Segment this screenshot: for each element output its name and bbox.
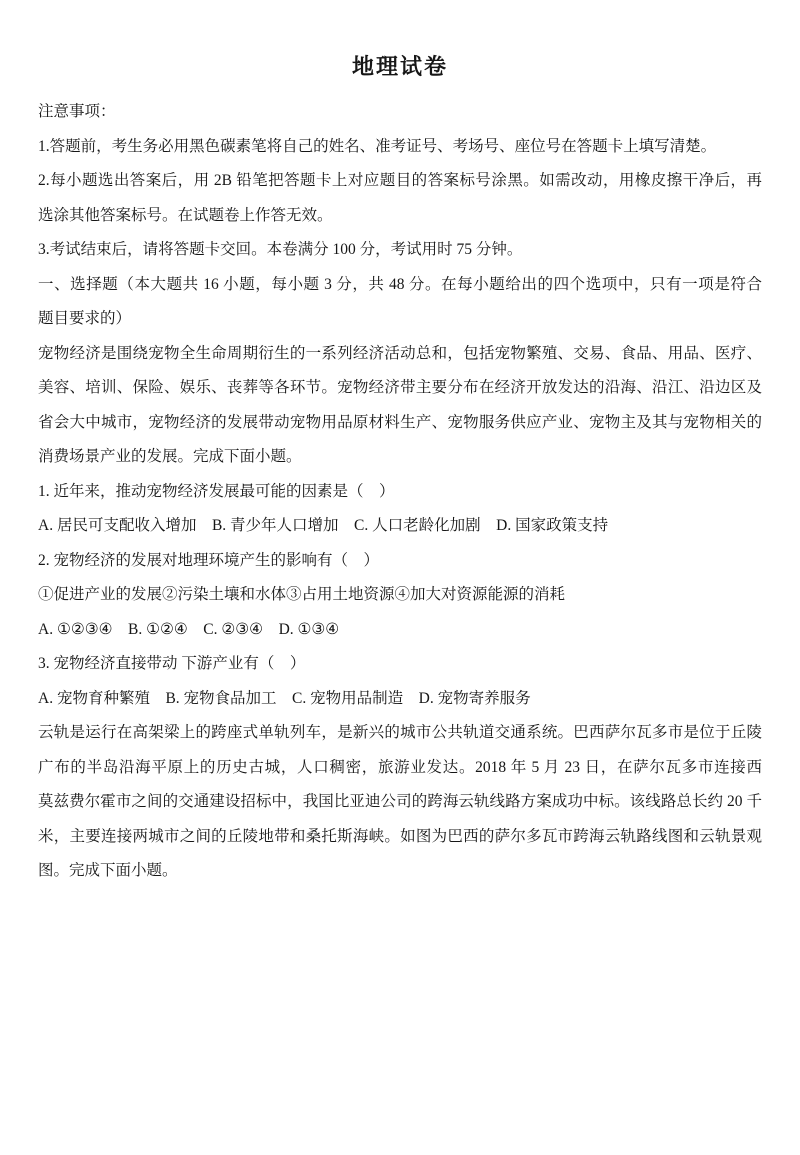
text-line: 图。完成下面小题。 bbox=[38, 862, 178, 879]
text-line: 美容、培训、保险、娱乐、丧葬等各环节。宠物经济带主要分布在经济开放发达的沿海、沿江、沿边区及 bbox=[38, 379, 762, 396]
text-line: 云轨是运行在高架梁上的跨座式单轨列车，是新兴的城市公共轨道交通系统。巴西萨尔瓦多市是位于丘陵 bbox=[38, 724, 762, 741]
text-line: 1. 近年来，推动宠物经济发展最可能的因素是（ ） bbox=[38, 482, 395, 500]
text-line: 莫兹费尔霍市之间的交通建设招标中，我国比亚迪公司的跨海云轨线路方案成功中标。该线路总长约 20 千 bbox=[38, 793, 762, 810]
page-title: 地理试卷 bbox=[351, 54, 448, 79]
text-line: A. ①②③④ B. ①②④ C. ②③④ D. ①③④ bbox=[38, 620, 340, 638]
text-line: 宠物经济是围绕宠物全生命周期衍生的一系列经济活动总和，包括宠物繁殖、交易、食品、用品、医疗、 bbox=[38, 344, 762, 362]
text-line: 2. 宠物经济的发展对地理环境产生的影响有（ ） bbox=[38, 551, 380, 569]
text-line: 2.每小题选出答案后，用 2B 铅笔把答题卡上对应题目的答案标号涂黑。如需改动，用橡皮擦干净后，再 bbox=[38, 172, 762, 189]
text-line: 注意事项： bbox=[38, 103, 116, 120]
text-line: 广布的半岛沿海平原上的历史古城，人口稠密，旅游业发达。2018 年 5 月 23 日，在萨尔瓦多市连接西 bbox=[38, 758, 762, 776]
text-line: 消费场景产业的发展。完成下面小题。 bbox=[38, 448, 302, 465]
text-line: 3. 宠物经济直接带动 下游产业有（ ） bbox=[38, 655, 306, 672]
text-line: 省会大中城市，宠物经济的发展带动宠物用品原材料生产、宠物服务供应产业、宠物主及其与宠物相关的 bbox=[38, 413, 762, 431]
text-line: 题目要求的） bbox=[38, 310, 132, 327]
text-line: A. 居民可支配收入增加 B. 青少年人口增加 C. 人口老龄化加剧 D. 国家政策支持 bbox=[38, 517, 609, 534]
text-line: ①促进产业的发展②污染土壤和水体③占用土地资源④加大对资源能源的消耗 bbox=[38, 586, 566, 603]
text-line: 1.答题前，考生务必用黑色碳素笔将自己的姓名、准考证号、考场号、座位号在答题卡上填写清楚。 bbox=[38, 137, 717, 155]
text-line: 3.考试结束后，请将答题卡交回。本卷满分 100 分，考试用时 75 分钟。 bbox=[38, 241, 523, 258]
text-line: 选涂其他答案标号。在试题卷上作答无效。 bbox=[38, 206, 333, 224]
text-line: 米，主要连接两城市之间的丘陵地带和桑托斯海峡。如图为巴西的萨尔多瓦市跨海云轨路线图和云轨景观 bbox=[38, 827, 762, 845]
document-body bbox=[38, 95, 762, 889]
text-line: 一、选择题（本大题共 16 小题，每小题 3 分，共 48 分。在每小题给出的四个选项中，只有一项是符合 bbox=[38, 275, 762, 293]
text-line: A. 宠物育种繁殖 B. 宠物食品加工 C. 宠物用品制造 D. 宠物寄养服务 bbox=[38, 689, 531, 707]
